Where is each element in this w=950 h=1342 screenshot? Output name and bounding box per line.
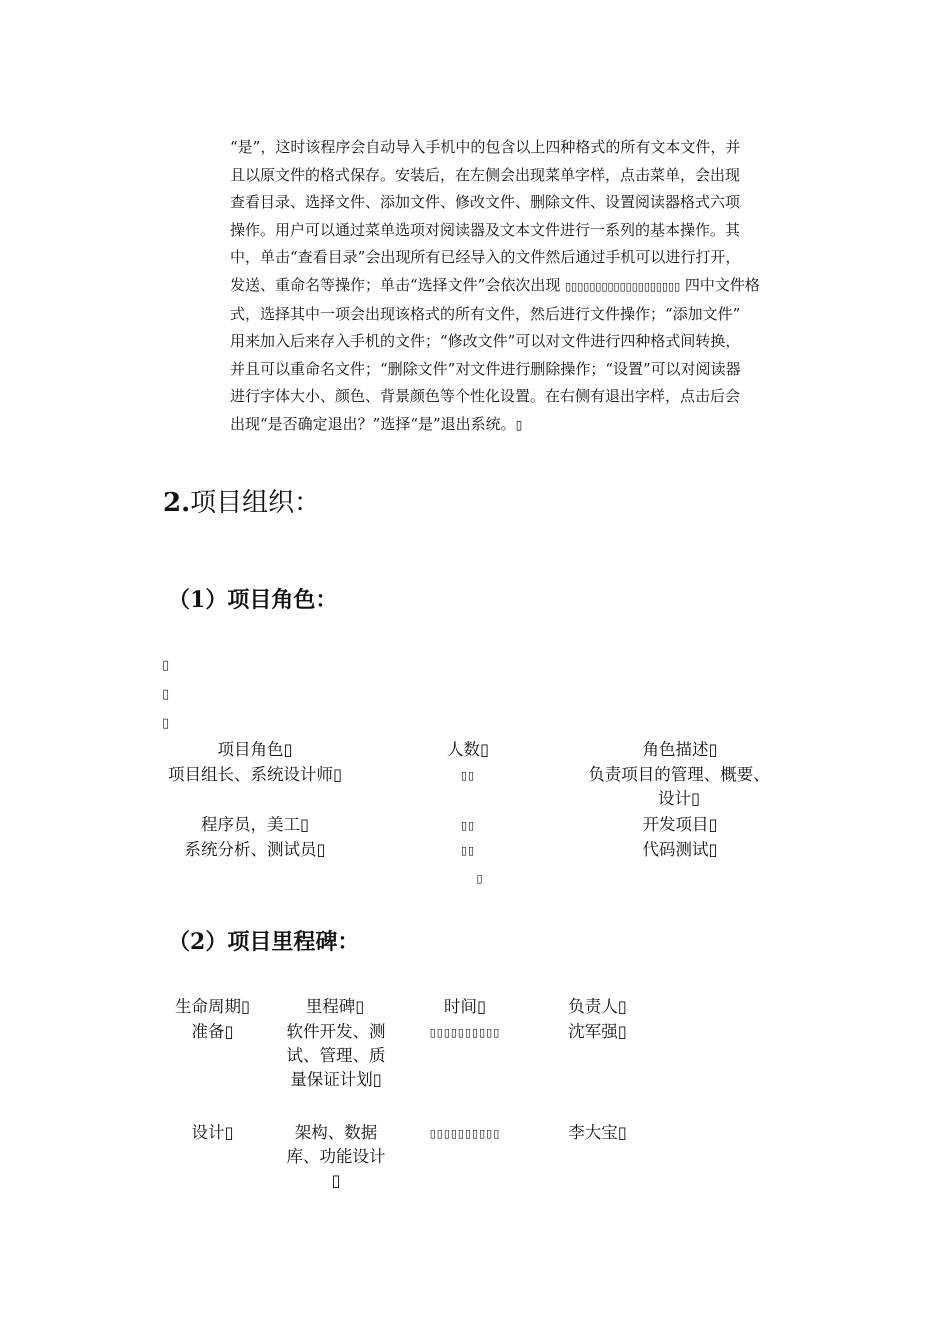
paragraph-line: 且以原文件的格式保存。安装后，在左侧会出现菜单字样，点击菜单，会出现 [230, 165, 741, 184]
section-number: 2. [163, 488, 191, 518]
subsection-number: 2 [190, 929, 206, 955]
paragraph-line: 式，选择其中一项会出现该格式的所有文件，然后进行文件操作；“添加文件” [230, 304, 741, 323]
paragraph-end-mark: ▯ [515, 417, 523, 432]
header-cell: 人数▯ [446, 740, 490, 759]
table-cell: ▯▯ [460, 844, 476, 857]
subsection-heading-milestones [168, 925, 359, 956]
header-cell: 负责人▯ [568, 997, 627, 1016]
table-cell: 代码测试▯ [642, 840, 718, 859]
paragraph-line: “是”，这时该程序会自动导入手机中的包含以上四种格式的所有文本文件，并 [230, 138, 741, 156]
paren-open: （ [168, 587, 191, 613]
table-cell: 程序员，美工▯ [200, 815, 310, 834]
subsection-heading-roles [168, 583, 337, 614]
table-cell: ▯▯▯▯▯▯▯▯▯▯ [429, 1127, 501, 1140]
paragraph-line: 查看目录、选择文件、添加文件、修改文件、删除文件、设置阅读器格式六项 [230, 193, 741, 212]
header-cell: 时间▯ [443, 997, 487, 1016]
placeholder-mark: ▯ [162, 658, 170, 673]
paragraph-line: 并且可以重命名文件；“删除文件”对文件进行删除操作；“设置”可以对阅读器 [230, 359, 741, 378]
paragraph-line-text: 发送、重命名等操作；单击“选择文件”会依次出现 [230, 275, 561, 294]
table-cell: 软件开发、测试、管理、质量保证计划▯ [286, 1022, 386, 1089]
table-cell: ▯▯ [460, 769, 476, 782]
subsection-title: 项目里程碑： [227, 929, 360, 955]
paragraph-line: 操作。用户可以通过菜单选项对阅读器及文本文件进行一系列的基本操作。其 [230, 220, 741, 239]
header-cell: 角色描述▯ [642, 740, 718, 759]
table-cell: 项目组长、系统设计师▯ [167, 765, 343, 784]
paragraph-line-tail: 四中文件格 [680, 275, 760, 294]
paragraph-line-text: 出现“是否确定退出？”选择“是”退出系统。 [230, 414, 516, 433]
table-cell: 设计▯ [191, 1123, 234, 1142]
paren-open: （ [168, 929, 191, 955]
placeholder-mark: ▯ [162, 716, 170, 731]
intro-paragraph [230, 134, 810, 440]
paragraph-line: 中，单击“查看目录”会出现所有已经导入的文件然后通过手机可以进行打开， [230, 248, 741, 267]
section-title: 项目组织： [190, 488, 321, 518]
table-cell: ▯▯▯▯▯▯▯▯▯▯ [429, 1026, 501, 1039]
subsection-title: 项目角色： [227, 587, 338, 613]
paragraph-line: 进行字体大小、颜色、背景颜色等个性化设置。在右侧有退出字样，点击后会 [230, 387, 741, 406]
subsection-number: 1 [190, 587, 206, 613]
table-cell: 李大宝▯ [568, 1123, 627, 1142]
paren-close: ） [205, 929, 228, 955]
paragraph-line: 用来加入后来存入手机的文件；“修改文件”可以对文件进行四种格式间转换， [230, 332, 741, 351]
table-cell: 准备▯ [191, 1022, 234, 1041]
placeholder-mark: ▯ [162, 687, 170, 702]
header-cell: 生命周期▯ [174, 997, 251, 1016]
section-heading [163, 482, 320, 519]
table-cell: 系统分析、测试员▯ [184, 840, 326, 859]
table-cell: 沈军强▯ [568, 1022, 627, 1041]
table-cell: 负责项目的管理、概要、设计▯ [588, 765, 770, 808]
header-cell: 项目角色▯ [217, 740, 293, 759]
table-end-mark: ▯ [476, 872, 484, 885]
missing-glyphs: ▯▯▯▯▯▯▯▯▯▯▯▯▯▯▯▯▯▯▯ [565, 279, 681, 293]
paragraph-line [230, 411, 810, 440]
table-cell: ▯▯ [460, 819, 476, 832]
header-cell: 里程碑▯ [305, 997, 365, 1016]
table-cell: 开发项目▯ [642, 815, 718, 834]
paragraph-line [230, 272, 810, 301]
table-cell: 架构、数据库、功能设计▯ [286, 1123, 386, 1190]
paren-close: ） [205, 587, 228, 613]
